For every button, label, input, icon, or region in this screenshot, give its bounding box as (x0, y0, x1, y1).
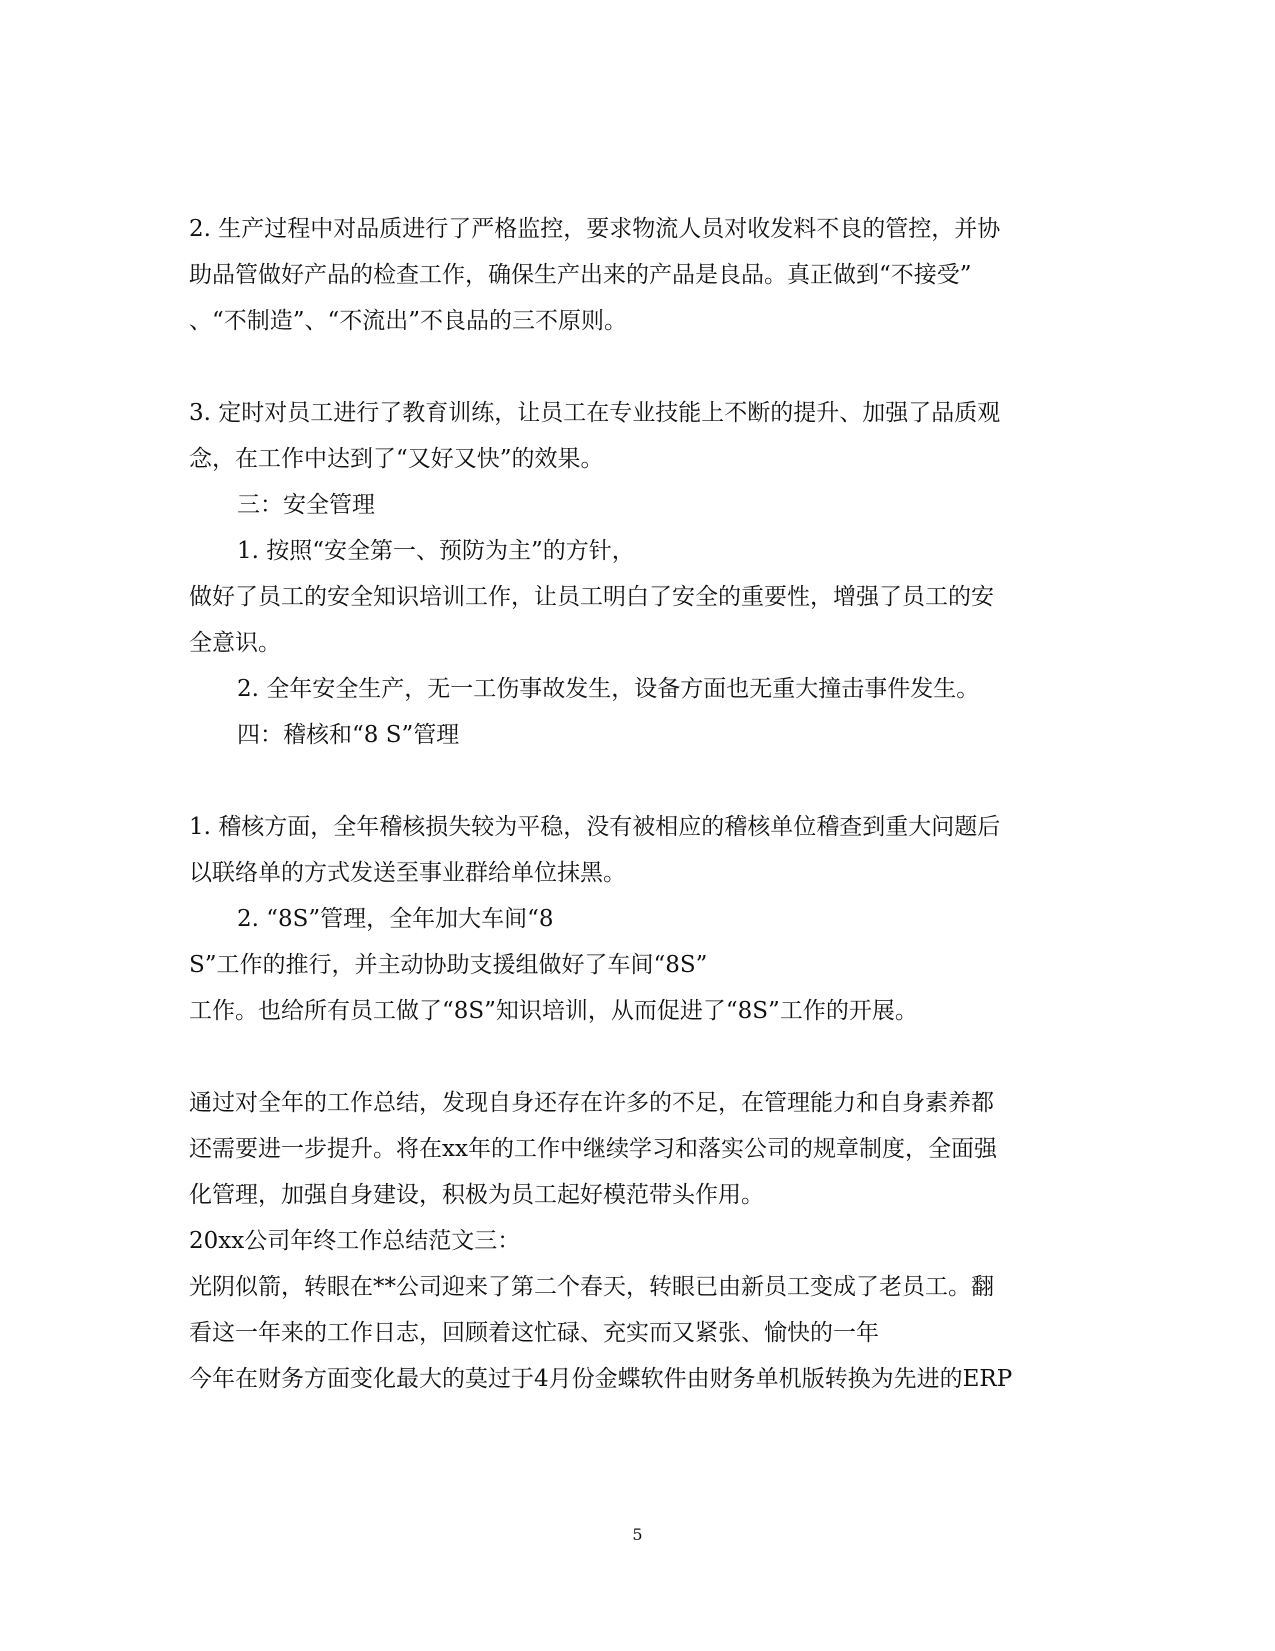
text-line: S”工作的推行，并主动协助支援组做好了车间“8S” (189, 952, 708, 978)
text-line: 工作。也给所有员工做了“8S”知识培训，从而促进了“8S”工作的开展。 (189, 998, 918, 1024)
text-line: 助品管做好产品的检查工作，确保生产出来的产品是良品。真正做到“不接受” (189, 262, 972, 288)
text-line: 2. 全年安全生产，无一工伤事故发生，设备方面也无重大撞击事件发生。 (237, 676, 980, 702)
text-line: 还需要进一步提升。将在xx年的工作中继续学习和落实公司的规章制度，全面强 (189, 1136, 997, 1162)
text-line: 念，在工作中达到了“又好又快”的效果。 (189, 446, 604, 472)
text-line: 看这一年来的工作日志，回顾着这忙碌、充实而又紧张、愉快的一年 (189, 1320, 879, 1346)
text-line: 通过对全年的工作总结，发现自身还存在许多的不足，在管理能力和自身素养都 (189, 1090, 994, 1116)
text-line: 2. 生产过程中对品质进行了严格监控，要求物流人员对收发料不良的管控，并协 (189, 216, 1001, 242)
text-line: 做好了员工的安全知识培训工作，让员工明白了安全的重要性，增强了员工的安 (189, 584, 994, 610)
text-line: 2. “8S”管理，全年加大车间“8 (237, 906, 554, 932)
text-line: 全意识。 (189, 630, 281, 656)
text-line: 化管理，加强自身建设，积极为员工起好模范带头作用。 (189, 1182, 764, 1208)
document-subtitle: 20xx公司年终工作总结范文三： (189, 1228, 521, 1254)
text-line: 1. 稽核方面，全年稽核损失较为平稳，没有被相应的稽核单位稽查到重大问题后 (189, 814, 1001, 840)
text-line: 3. 定时对员工进行了教育训练，让员工在专业技能上不断的提升、加强了品质观 (189, 400, 1001, 426)
text-line: 1. 按照“安全第一、预防为主”的方针， (237, 538, 635, 564)
page-number: 5 (632, 1525, 643, 1544)
text-line: 以联络单的方式发送至事业群给单位抹黑。 (189, 860, 626, 886)
section-heading: 四：稽核和“8 S”管理 (237, 722, 460, 748)
text-line: 光阴似箭，转眼在**公司迎来了第二个春天，转眼已由新员工变成了老员工。翻 (189, 1274, 994, 1300)
text-line: 、“不制造”、“不流出”不良品的三不原则。 (189, 308, 628, 334)
section-heading: 三：安全管理 (237, 492, 375, 518)
text-line: 今年在财务方面变化最大的莫过于4月份金蝶软件由财务单机版转换为先进的ERP (189, 1366, 1013, 1392)
